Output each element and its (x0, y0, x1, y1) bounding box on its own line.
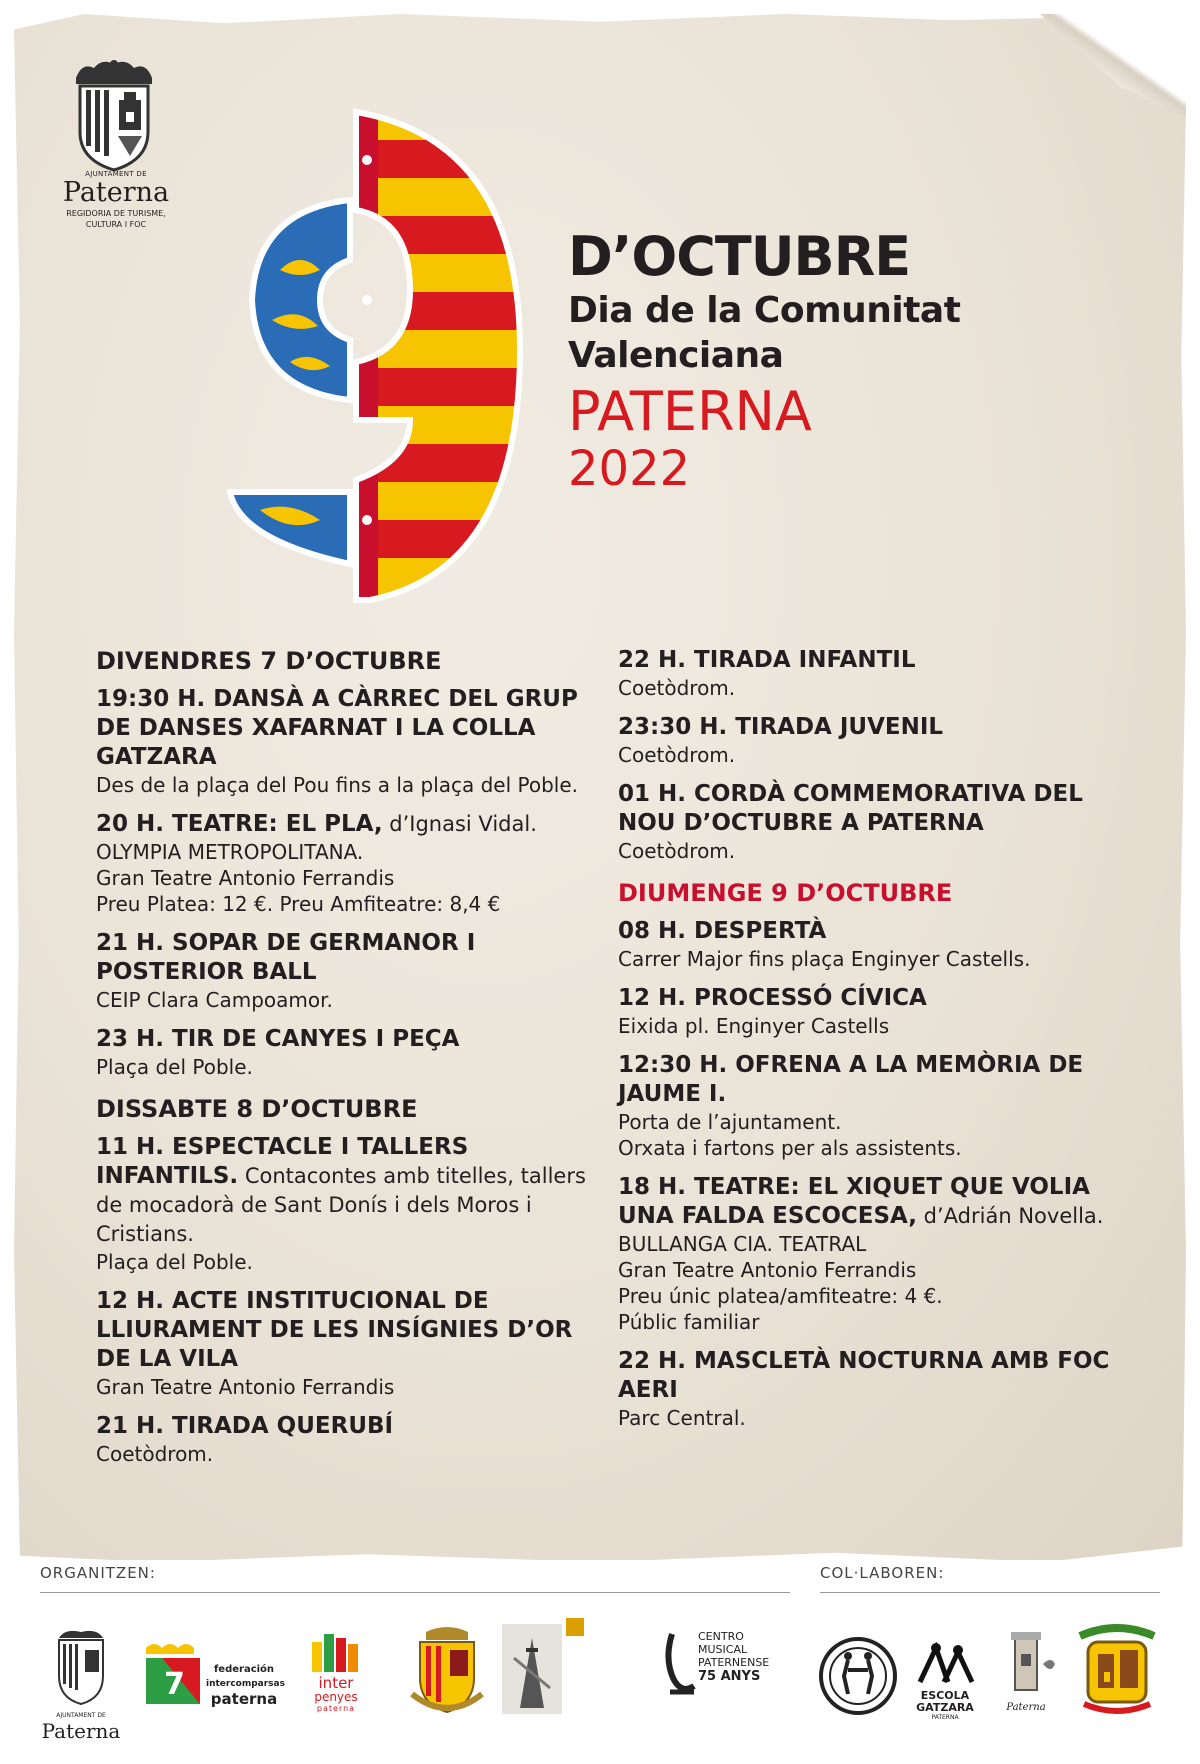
event-item (96, 1412, 606, 1467)
event-heading: 12 H. ACTE INSTITUCIONAL DE LLIURAMENT DE LES INSÍGNIES D’OR DE LA VILA (96, 1288, 573, 1372)
event-heading (96, 810, 606, 839)
logo-cofradia (500, 1618, 598, 1718)
logo-federacion-1: federación (213, 1664, 275, 1675)
event-heading-tail: d’Ignasi Vidal. (382, 812, 537, 836)
event-item (618, 917, 1128, 972)
interpenyes-bars-icon (308, 1632, 364, 1672)
event-heading: 22 H. MASCLETÀ NOCTURNA AMB FOC AERI (618, 1348, 1110, 1403)
event-heading: 22 H. TIRADA INFANTIL (618, 647, 916, 673)
dance-group-seal-icon (818, 1636, 898, 1716)
event-item (96, 1287, 606, 1400)
logo-ajuntament-small: AJUNTAMENT DE (56, 1712, 106, 1719)
title-city: PATERNA (568, 380, 812, 443)
event-item (618, 780, 1128, 864)
event-detail: Eixida pl. Enginyer Castells (618, 1014, 890, 1038)
lyre-icon (664, 1630, 700, 1700)
federacion-emblem-icon (142, 1640, 202, 1710)
logo-escola-3: PATERNA (931, 1714, 959, 1721)
event-heading: 08 H. DESPERTÀ (618, 918, 827, 944)
logo-interpenyes-3: paterna (316, 1704, 356, 1713)
event-item (618, 1051, 1128, 1161)
event-detail: Plaça del Poble. (96, 1055, 253, 1079)
event-detail: Coetòdrom. (618, 743, 736, 767)
event-detail: BULLANGA CIA. TEATRAL (618, 1232, 867, 1256)
event-heading-text: 20 H. TEATRE: EL PLA, (96, 811, 383, 837)
castle-emblem-icon (1074, 1620, 1160, 1716)
day-heading-sunday: DIUMENGE 9 D’OCTUBRE (618, 879, 953, 907)
event-heading: 23:30 H. TIRADA JUVENIL (618, 714, 944, 740)
event-detail: Públic familiar (618, 1310, 760, 1334)
program-right-column (618, 646, 1128, 1443)
collaborators-divider (820, 1592, 1160, 1593)
event-detail: Porta de l’ajuntament. (618, 1110, 842, 1134)
organizer-small: AJUNTAMENT DE (85, 170, 147, 178)
organizer-dept-1: REGIDORIA DE TURISME, (66, 209, 166, 218)
logo-escola-2: GATZARA (916, 1701, 974, 1714)
event-heading (618, 1173, 1128, 1231)
senyera-crest-icon (406, 1622, 488, 1714)
logo-centro-4: 75 ANYS (698, 1669, 761, 1684)
event-item (618, 1173, 1128, 1335)
event-heading-tail: Contacontes amb titelles, tallers de mocadorà de Sant Donís i dels Moros i Cristians. (96, 1164, 586, 1246)
title-year: 2022 (568, 441, 691, 497)
event-heading-text: 18 H. TEATRE: EL XIQUET QUE VOLIA UNA FALDA ESCOCESA, (618, 1174, 1090, 1229)
title-line2: Dia de la Comunitat (568, 290, 961, 331)
event-item (618, 646, 1128, 701)
event-detail: CEIP Clara Campoamor. (96, 988, 333, 1012)
logo-federacion-2: intercomparsas (206, 1679, 285, 1689)
organizer-name: Paterna (62, 177, 170, 208)
logo-federacion (142, 1640, 285, 1720)
event-detail: Carrer Major fins plaça Enginyer Castells. (618, 947, 1031, 971)
event-item (96, 1025, 606, 1080)
logo-centro-musical (664, 1630, 784, 1722)
event-heading: 12 H. PROCESSÓ CÍVICA (618, 985, 927, 1011)
title-line3: Valenciana (568, 335, 784, 376)
logo-escola-1: ESCOLA (920, 1689, 970, 1702)
logo-centro-2: MUSICAL (698, 1643, 748, 1656)
event-detail: OLYMPIA METROPOLITANA. (96, 840, 364, 864)
crucifix-image-icon (500, 1618, 588, 1718)
event-detail: Des de la plaça del Pou fins a la plaça del Poble. (96, 773, 579, 797)
coat-of-arms-icon (51, 1628, 111, 1708)
event-item (618, 713, 1128, 768)
event-detail: Orxata i fartons per als assistents. (618, 1136, 962, 1160)
program-left-column (96, 646, 606, 1479)
day-heading-friday: DIVENDRES 7 D’OCTUBRE (96, 647, 442, 675)
event-heading: 01 H. CORDÀ COMMEMORATIVA DEL NOU D’OCTUBRE A PATERNA (618, 781, 1083, 836)
logo-union-name: Paterna (1006, 1702, 1046, 1713)
event-detail: Preu únic platea/amfiteatre: 4 €. (618, 1284, 943, 1308)
event-item (96, 810, 606, 917)
event-heading-text: 11 H. ESPECTACLE I TALLERS INFANTILS. (96, 1134, 469, 1189)
logo-interpenyes (306, 1632, 366, 1722)
logo-interpenyes-2: penyes (314, 1690, 358, 1704)
svg-text:7: 7 (164, 1667, 185, 1702)
event-detail: Coetòdrom. (618, 676, 736, 700)
logo-ajuntament (36, 1628, 126, 1743)
event-heading (96, 1133, 606, 1249)
gatzara-musicians-icon (914, 1642, 976, 1686)
event-item (618, 1347, 1128, 1431)
event-detail: Coetòdrom. (618, 839, 736, 863)
event-detail: Plaça del Poble. (96, 1250, 253, 1274)
organizer-block (46, 170, 186, 230)
event-detail: Parc Central. (618, 1406, 746, 1430)
event-detail: Preu Platea: 12 €. Preu Amfiteatre: 8,4 € (96, 892, 501, 916)
logo-ajuntament-name: Paterna (41, 1719, 121, 1743)
event-heading: 12:30 H. OFRENA A LA MEMÒRIA DE JAUME I. (618, 1052, 1084, 1107)
event-heading: 19:30 H. DANSÀ A CÀRREC DEL GRUP DE DANSES XAFARNAT I LA COLLA GATZARA (96, 686, 578, 770)
event-detail: Coetòdrom. (96, 1442, 214, 1466)
organizers-divider (40, 1592, 790, 1593)
event-detail: Gran Teatre Antonio Ferrandis (96, 1375, 395, 1399)
coat-of-arms-icon (62, 56, 166, 176)
collaborators-label: COL·LABOREN: (820, 1564, 945, 1582)
event-detail: Gran Teatre Antonio Ferrandis (618, 1258, 917, 1282)
event-item (618, 984, 1128, 1039)
event-item (96, 929, 606, 1013)
logo-union-musical (990, 1624, 1062, 1713)
organizer-dept-2: CULTURA I FOC (85, 220, 147, 229)
event-heading: 21 H. SOPAR DE GERMANOR I POSTERIOR BALL (96, 930, 476, 985)
day-heading-saturday: DISSABTE 8 D’OCTUBRE (96, 1095, 418, 1123)
event-item (96, 1133, 606, 1275)
tower-drawing-icon (993, 1624, 1059, 1698)
event-heading: 21 H. TIRADA QUERUBÍ (96, 1413, 394, 1439)
event-detail: Gran Teatre Antonio Ferrandis (96, 866, 395, 890)
title-date: D’OCTUBRE (568, 225, 911, 288)
event-heading-tail: d’Adrián Novella. (917, 1204, 1104, 1228)
organizers-label: ORGANITZEN: (40, 1564, 156, 1582)
numeral-nine-graphic (200, 100, 530, 620)
logo-federacion-3: paterna (210, 1690, 278, 1708)
event-heading: 23 H. TIR DE CANYES I PEÇA (96, 1026, 460, 1052)
title-block (568, 226, 988, 496)
event-item (96, 685, 606, 798)
logo-centro-1: CENTRO (698, 1630, 744, 1643)
logo-centro-3: PATERNENSE (698, 1656, 770, 1669)
logo-interpenyes-1: inter (318, 1674, 354, 1692)
logo-escola-gatzara (906, 1642, 984, 1722)
